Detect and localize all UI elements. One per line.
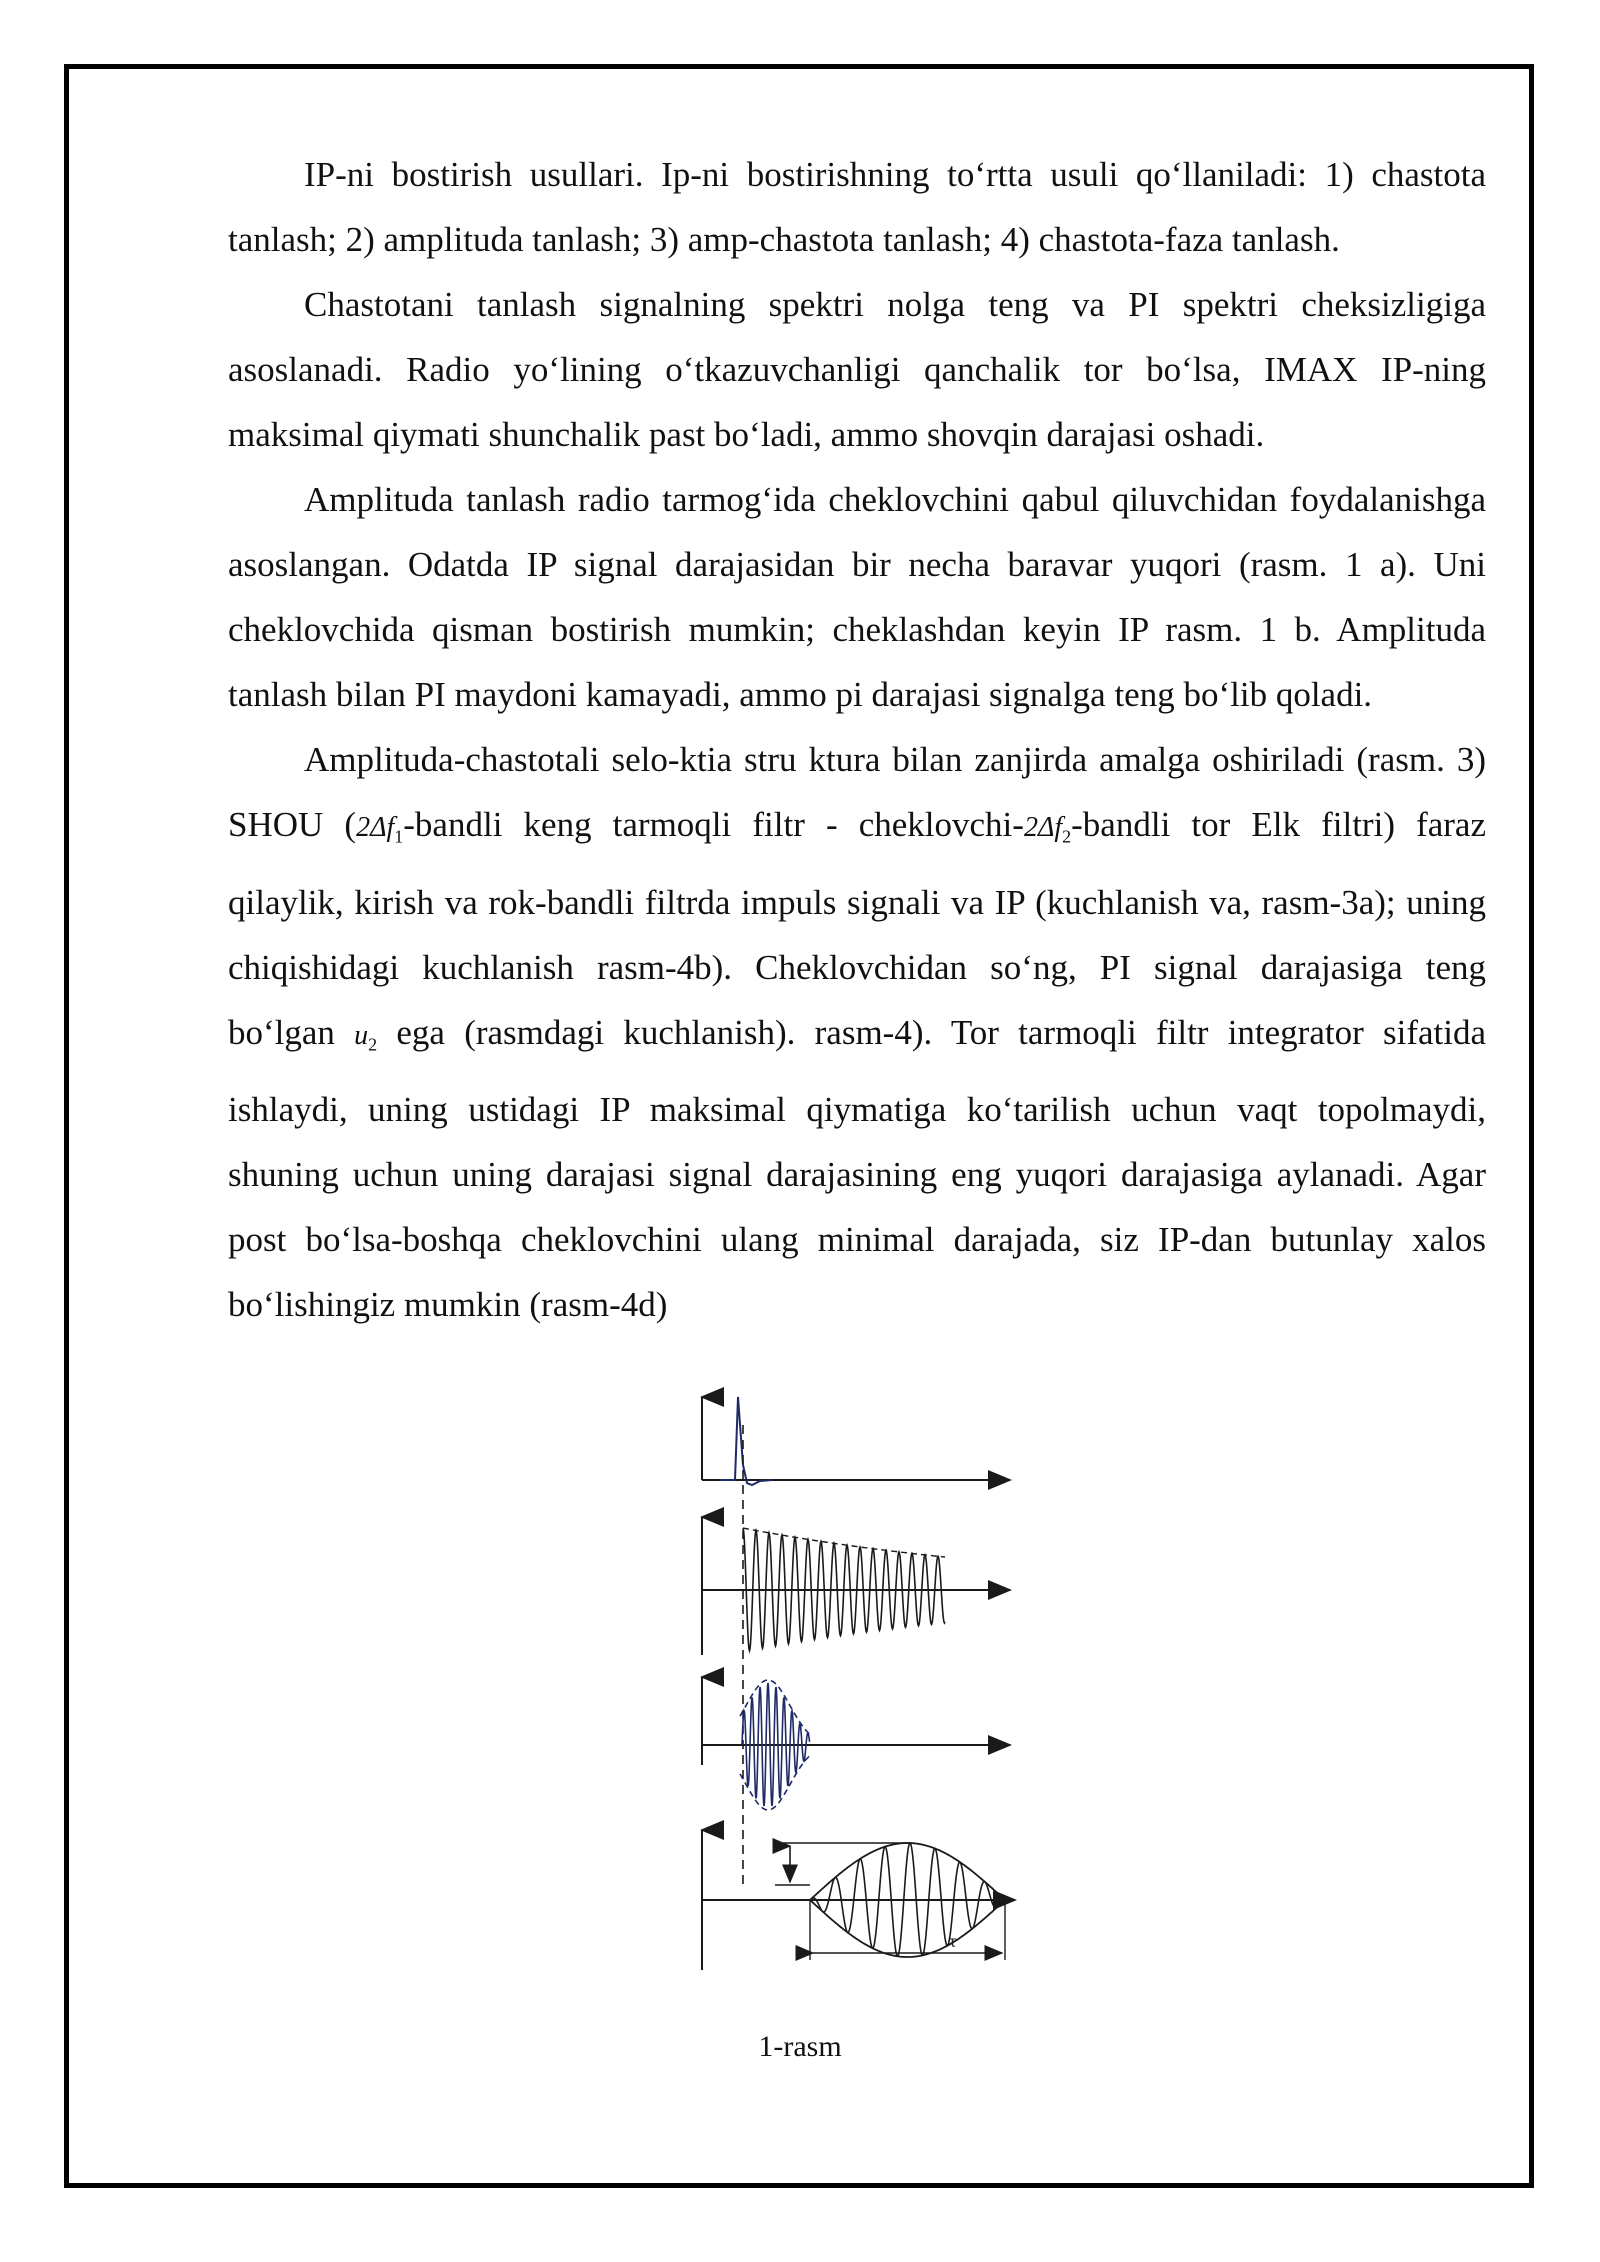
paragraph-4-text-1: Amplituda-chastotali selo-ktia stru ktura bilan zanjirda amalga oshiriladi (rasm. 3) SHOU ( <box>228 740 1486 844</box>
math-2delta-f1: $2\Delta f_1$ <box>356 812 404 847</box>
paragraph-2: Chastotani tanlash signalning spektri nolga teng va PI spektri cheksizligiga asoslanadi. Radio yo‘lining o‘tkazuvchanligi qanchalik tor bo‘lsa, IMAX IP-ning maksimal qiymati shunchalik past bo‘ladi, ammo shovqin darajasi oshadi. <box>228 285 1486 454</box>
figure-svg <box>680 1385 1040 1985</box>
panel-b-envelope <box>743 1528 945 1557</box>
math-u2: $u_2$ <box>354 1019 378 1055</box>
body-text <box>228 142 1486 1337</box>
math-2delta-f2: $2\Delta f_2$ <box>1023 812 1072 847</box>
paragraph-1: IP-ni bostirish usullari. Ip-ni bostirishning to‘rtta usuli qo‘llaniladi: 1) chastota tanlash; 2) amplituda tanlash; 3) amp-chastota tanlash; 4) chastota-faza tanlash. <box>228 155 1486 259</box>
panel-a-pulse <box>720 1397 772 1485</box>
tau-label: τ <box>948 1932 957 1951</box>
figure-caption: 1-rasm <box>758 2030 842 2063</box>
paragraph-4-text-2: -bandli keng tarmoqli filtr - cheklovchi- <box>403 805 1024 844</box>
paragraph-4-text-3: -bandli tor Elk filtri) faraz qilaylik, kirish va rok-bandli filtrda impuls signali va IP (kuchlanish va, rasm-3a); uning chiqishidagi kuchlanish rasm-4b). Cheklovchidan so‘ng, PI signal darajasiga teng bo‘lgan <box>228 805 1486 1052</box>
paragraph-3: Amplituda tanlash radio tarmog‘ida cheklovchini qabul qiluvchidan foydalanishga asoslangan. Odatda IP signal darajasidan bir necha baravar yuqori (rasm. 1 a). Uni cheklovchida qisman bostirish mumkin; cheklashdan keyin IP rasm. 1 b. Amplituda tanlash bilan PI maydoni kamayadi, ammo pi darajasi signalga teng bo‘lib qoladi. <box>228 480 1486 714</box>
paragraph-4 <box>228 727 1486 1337</box>
paragraph-4-text-4: ega (rasmdagi kuchlanish). rasm-4). Tor tarmoqli filtr integrator sifatida ishlaydi, uning ustidagi IP maksimal qiymatiga ko‘tarilish uchun vaqt topolmaydi, shuning uchun uning darajasi signal darajasining eng yuqori darajasiga aylanadi. Agar post bo‘lsa-boshqa cheklovchini ulang minimal darajada, siz IP-dan butunlay xalos bo‘lishingiz mumkin (rasm-4d) <box>228 1012 1486 1325</box>
figure-signal-diagrams <box>680 1385 1040 1985</box>
